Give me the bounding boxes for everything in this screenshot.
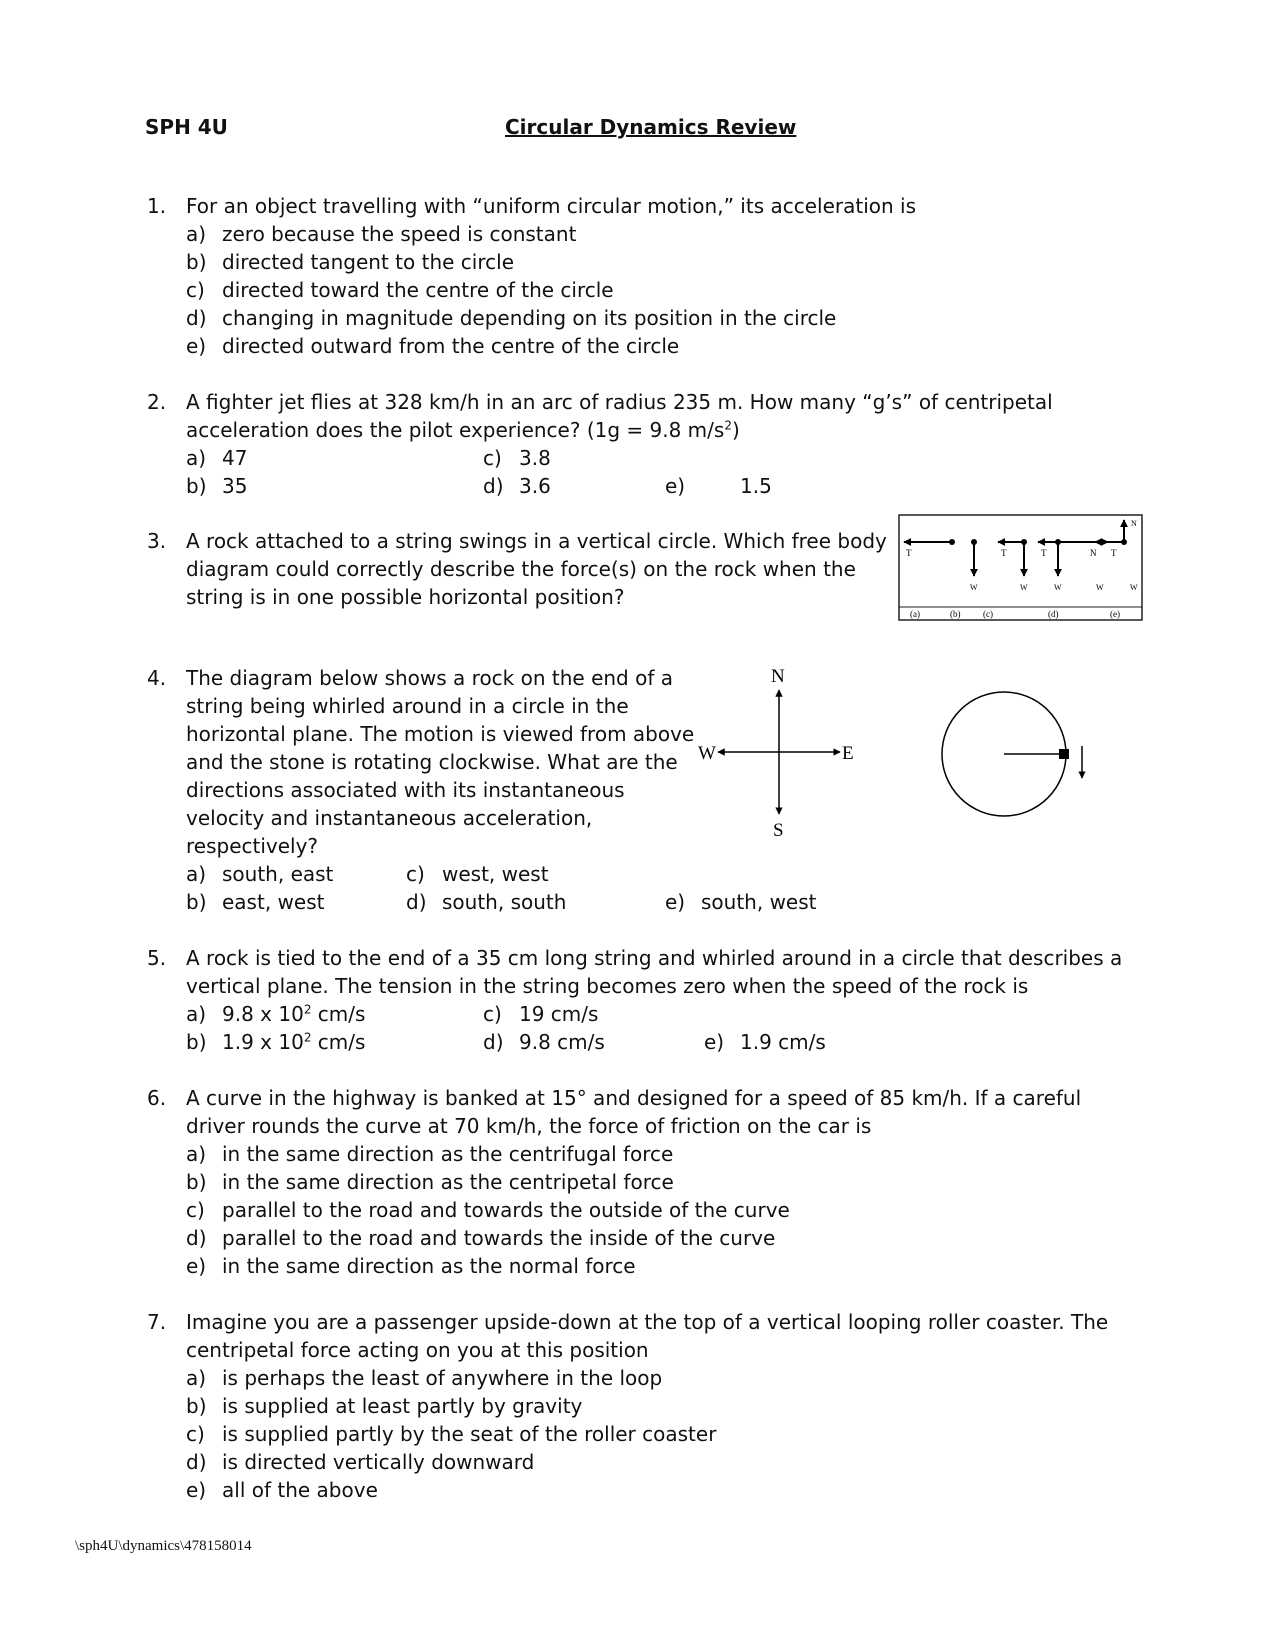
question-text: respectively? xyxy=(186,834,319,858)
weight-label: W xyxy=(1130,583,1138,592)
free-body-diagram-figure xyxy=(898,514,1144,622)
question-text: Imagine you are a passenger upside-down at the top of a vertical looping roller coaster. The xyxy=(186,1310,1109,1334)
question-text: The diagram below shows a rock on the end of a xyxy=(186,666,673,690)
option-label: e) xyxy=(186,1254,207,1278)
question-text: For an object travelling with “uniform circular motion,” its acceleration is xyxy=(186,194,917,218)
option-label: b) xyxy=(186,1170,207,1194)
question-text-part: ) xyxy=(731,418,740,442)
question-text: velocity and instantaneous acceleration, xyxy=(186,806,593,830)
force-label: T xyxy=(906,548,912,558)
question-text xyxy=(186,416,740,444)
option-label: c) xyxy=(406,862,425,886)
rock-dot xyxy=(1121,539,1127,545)
force-label: T xyxy=(1111,548,1117,558)
option-text: is supplied partly by the seat of the roller coaster xyxy=(222,1422,717,1446)
option-label: a) xyxy=(186,862,207,886)
option-text xyxy=(222,1028,365,1056)
panel-label: (e) xyxy=(1110,609,1120,619)
question-text: diagram could correctly describe the force(s) on the rock when the xyxy=(186,557,856,581)
option-text-part: 1.9 x 10 xyxy=(222,1030,304,1054)
compass-south-label: S xyxy=(773,820,784,841)
figure-border xyxy=(899,515,1142,620)
panel-label: (c) xyxy=(983,609,993,619)
option-label: c) xyxy=(186,1198,205,1222)
question-number: 4. xyxy=(147,666,167,690)
option-label: a) xyxy=(186,1142,207,1166)
option-label: c) xyxy=(186,1422,205,1446)
weight-label: W xyxy=(1020,583,1028,592)
option-text: 1.9 cm/s xyxy=(740,1030,826,1054)
question-text: A rock attached to a string swings in a vertical circle. Which free body xyxy=(186,529,887,553)
option-text: in the same direction as the centrifugal force xyxy=(222,1142,674,1166)
question-text: A curve in the highway is banked at 15° and designed for a speed of 85 km/h. If a careful xyxy=(186,1086,1082,1110)
compass-west-label: W xyxy=(698,743,716,764)
weight-label: W xyxy=(1096,583,1104,592)
footer-path: \sph4U\dynamics\478158014 xyxy=(75,1538,252,1554)
question-text: horizontal plane. The motion is viewed from above xyxy=(186,722,695,746)
superscript: 2 xyxy=(303,1030,312,1045)
option-text: is directed vertically downward xyxy=(222,1450,535,1474)
option-text xyxy=(222,1000,365,1028)
option-label: e) xyxy=(665,890,686,914)
question-text: centripetal force acting on you at this position xyxy=(186,1338,649,1362)
question-text: directions associated with its instantaneous xyxy=(186,778,625,802)
question-number: 3. xyxy=(147,529,167,553)
option-label: d) xyxy=(186,306,207,330)
option-label: a) xyxy=(186,446,207,470)
course-code: SPH 4U xyxy=(145,115,228,139)
option-text-part: cm/s xyxy=(311,1030,366,1054)
option-label: d) xyxy=(483,474,504,498)
question-text: A fighter jet flies at 328 km/h in an arc of radius 235 m. How many “g’s” of centripetal xyxy=(186,390,1053,414)
option-label: e) xyxy=(704,1030,725,1054)
option-text: zero because the speed is constant xyxy=(222,222,577,246)
option-label: c) xyxy=(483,446,502,470)
option-label: e) xyxy=(186,1478,207,1502)
option-label: d) xyxy=(186,1450,207,1474)
option-text: parallel to the road and towards the outside of the curve xyxy=(222,1198,790,1222)
page-title: Circular Dynamics Review xyxy=(505,115,797,139)
force-label: N xyxy=(1090,548,1097,558)
option-text: 19 cm/s xyxy=(519,1002,599,1026)
option-text: directed tangent to the circle xyxy=(222,250,514,274)
option-label: e) xyxy=(186,334,207,358)
option-label: c) xyxy=(483,1002,502,1026)
force-label: T xyxy=(1041,548,1047,558)
option-text: 3.8 xyxy=(519,446,551,470)
question-text: vertical plane. The tension in the string becomes zero when the speed of the rock is xyxy=(186,974,1029,998)
rock-dot xyxy=(1021,539,1027,545)
option-label: b) xyxy=(186,1030,207,1054)
option-label: b) xyxy=(186,474,207,498)
option-label: b) xyxy=(186,1394,207,1418)
option-text: east, west xyxy=(222,890,325,914)
option-text: 1.5 xyxy=(740,474,772,498)
force-label: N xyxy=(1131,519,1137,528)
option-text: all of the above xyxy=(222,1478,378,1502)
option-label: b) xyxy=(186,250,207,274)
rock-dot xyxy=(949,539,955,545)
panel-label: (a) xyxy=(910,609,920,619)
superscript: 2 xyxy=(724,418,732,433)
option-text: directed outward from the centre of the circle xyxy=(222,334,680,358)
option-text: 9.8 cm/s xyxy=(519,1030,605,1054)
option-text: is supplied at least partly by gravity xyxy=(222,1394,583,1418)
whirling-rock-diagram xyxy=(940,690,1090,820)
option-label: d) xyxy=(406,890,427,914)
question-number: 2. xyxy=(147,390,167,414)
option-text: directed toward the centre of the circle xyxy=(222,278,614,302)
option-text: south, south xyxy=(442,890,567,914)
question-text: A rock is tied to the end of a 35 cm long string and whirled around in a circle that describes a xyxy=(186,946,1123,970)
option-label: a) xyxy=(186,222,207,246)
panel-label: (b) xyxy=(950,609,961,619)
weight-label: W xyxy=(970,583,978,592)
option-text-part: 9.8 x 10 xyxy=(222,1002,304,1026)
option-text: parallel to the road and towards the inside of the curve xyxy=(222,1226,776,1250)
question-number: 1. xyxy=(147,194,167,218)
option-text: south, east xyxy=(222,862,334,886)
option-text: 35 xyxy=(222,474,248,498)
compass-north-label: N xyxy=(771,666,785,687)
force-label: T xyxy=(1001,548,1007,558)
question-number: 6. xyxy=(147,1086,167,1110)
rock-dot xyxy=(971,539,977,545)
option-label: b) xyxy=(186,890,207,914)
option-text: in the same direction as the centripetal force xyxy=(222,1170,674,1194)
option-text: in the same direction as the normal force xyxy=(222,1254,636,1278)
question-text: driver rounds the curve at 70 km/h, the force of friction on the car is xyxy=(186,1114,872,1138)
option-label: d) xyxy=(483,1030,504,1054)
compass-diagram xyxy=(690,664,870,844)
option-text: 47 xyxy=(222,446,248,470)
option-label: a) xyxy=(186,1002,207,1026)
option-label: c) xyxy=(186,278,205,302)
option-text: south, west xyxy=(701,890,817,914)
rock-dot xyxy=(1055,539,1061,545)
question-number: 5. xyxy=(147,946,167,970)
question-number: 7. xyxy=(147,1310,167,1334)
weight-label: W xyxy=(1054,583,1062,592)
option-label: d) xyxy=(186,1226,207,1250)
question-text: string is in one possible horizontal position? xyxy=(186,585,625,609)
question-text: string being whirled around in a circle in the xyxy=(186,694,629,718)
option-label: e) xyxy=(665,474,686,498)
compass-east-label: E xyxy=(842,743,854,764)
option-text: is perhaps the least of anywhere in the loop xyxy=(222,1366,663,1390)
panel-label: (d) xyxy=(1048,609,1059,619)
option-text: 3.6 xyxy=(519,474,551,498)
question-text: and the stone is rotating clockwise. What are the xyxy=(186,750,678,774)
superscript: 2 xyxy=(303,1002,312,1017)
question-text-part: acceleration does the pilot experience? (1g = 9.8 m/s xyxy=(186,418,725,442)
option-text: west, west xyxy=(442,862,549,886)
option-text: changing in magnitude depending on its position in the circle xyxy=(222,306,837,330)
option-text-part: cm/s xyxy=(311,1002,366,1026)
option-label: a) xyxy=(186,1366,207,1390)
rock-square xyxy=(1059,749,1069,759)
